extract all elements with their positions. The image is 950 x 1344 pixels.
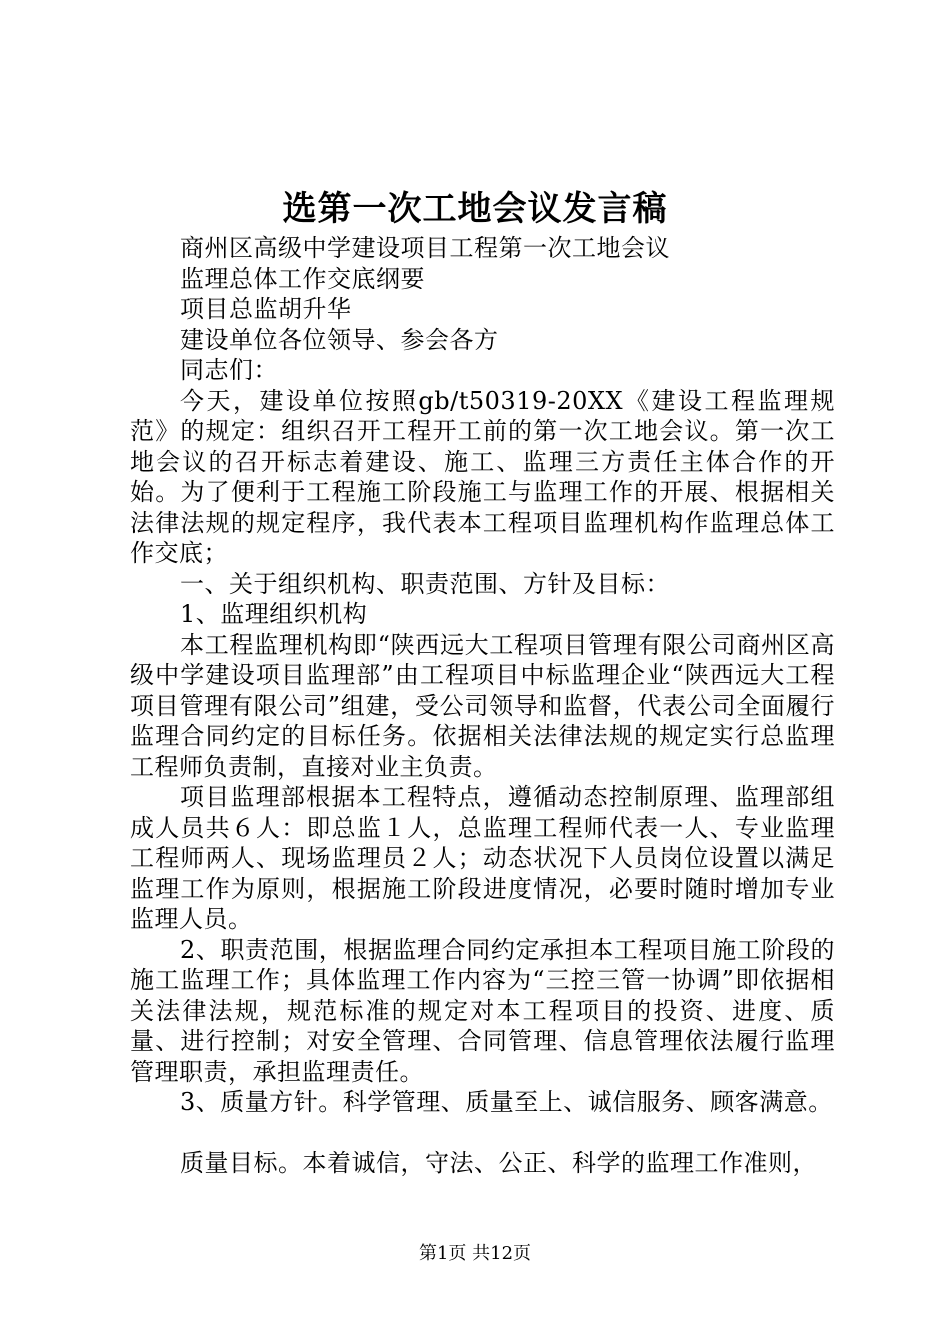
paragraph-salutation-leaders: 建设单位各位领导、参会各方 [180, 325, 499, 354]
paragraph-section-one-heading: 一、关于组织机构、职责范围、方针及目标： [180, 569, 670, 598]
document-body [130, 233, 835, 1178]
paragraph-project-name: 商州区高级中学建设项目工程第一次工地会议 [180, 234, 670, 262]
paragraph-responsibility-scope: 2、职责范围，根据监理合同约定承担本工程项目施工阶段的施工监理工作；具体监理工作内容为“三控三管一协调”即依据相关法律法规，规范标准的规定对本工程项目的投资、进度、质量、进行控制；对安全管理、合同管理、信息管理依法履行监理管理职责，承担监理责任。 [130, 935, 835, 1086]
paragraph-organization-description: 本工程监理机构即“陕西远大工程项目管理有限公司商州区高级中学建设项目监理部”由工程项目中标监理企业“陕西远大工程项目管理有限公司”组建，受公司领导和监督，代表公司全面履行监理合同约定的目标任务。依据相关法律法规的规定实行总监理工程师负责制，直接对业主负责。 [130, 630, 835, 781]
paragraph-chief-supervisor: 项目总监胡升华 [180, 295, 352, 323]
paragraph-spacer [130, 1118, 835, 1148]
document-title: 选第一次工地会议发言稿 [282, 189, 668, 229]
paragraph-quality-policy: 3、质量方针。科学管理、质量至上、诚信服务、顾客满意。 [180, 1088, 833, 1116]
paragraph-quality-target: 质量目标。本着诚信，守法、公正、科学的监理工作准则， [180, 1148, 817, 1177]
paragraph-introduction: 今天，建设单位按照gb/t50319-20XX《建设工程监理规范》的规定：组织召开工程开工前的第一次工地会议。第一次工地会议的召开标志着建设、施工、监理三方责任主体合作的开始。为了便利于工程施工阶段施工与监理工作的开展、根据相关法律法规的规定程序，我代表本工程项目监理机构作监理总体工作交底； [130, 386, 835, 567]
paragraph-staffing: 项目监理部根据本工程特点，遵循动态控制原理、监理部组成人员共６人：即总监１人，总监理工程师代表一人、专业监理工程师两人、现场监理员２人；动态状况下人员岗位设置以满足监理工作为原则，根据施工阶段进度情况，必要时随时增加专业监理人员。 [130, 783, 835, 933]
paragraph-subsection-organization: 1、监理组织机构 [180, 600, 368, 628]
paragraph-outline-title: 监理总体工作交底纲要 [180, 264, 425, 293]
page-number-footer: 第1页 共12页 [418, 1243, 532, 1264]
paragraph-salutation-comrades: 同志们： [180, 356, 278, 384]
